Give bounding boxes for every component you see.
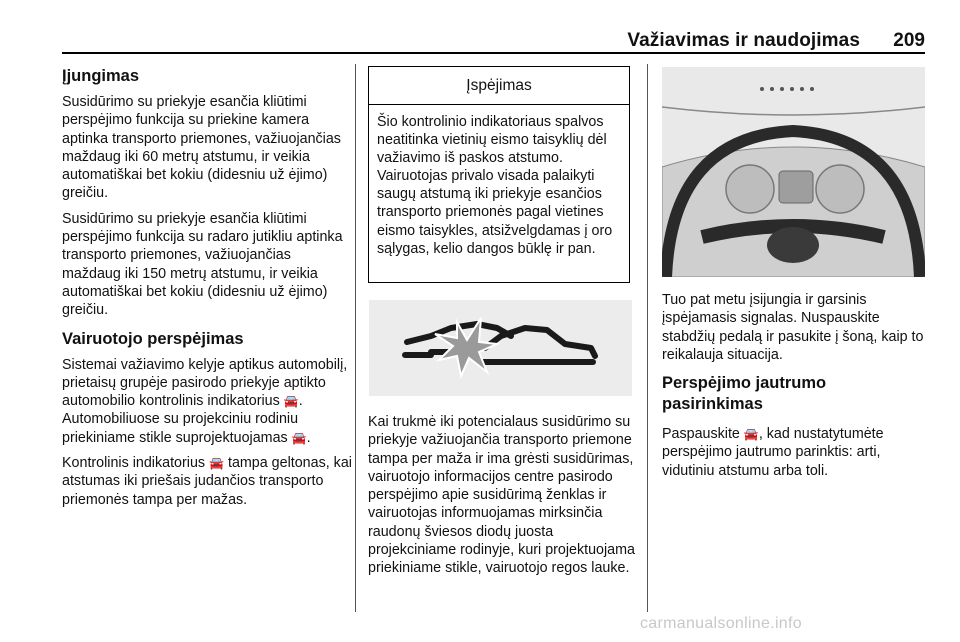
paragraph: Tuo pat metu įsijungia ir garsinis įspėjamasis signalas. Nuspauskite stabdžių pedalą ir pasukite į šoną, kaip to reikalauja situacija. — [662, 292, 924, 363]
front-car-icon: 🚘 — [291, 430, 307, 445]
front-car-icon: 🚘 — [283, 394, 299, 409]
watermark: carmanualsonline.info — [640, 615, 802, 632]
column-divider — [355, 64, 356, 612]
section-heading-activation: Įjungimas — [62, 67, 140, 85]
warning-title: Įspėjimas — [369, 67, 629, 105]
paragraph: Susidūrimo su priekyje esančia kliūtimi perspėjimo funkcija su radaro jutikliu aptinka transporto priemones, važiuojančias maždaug iki 150 metrų atstumu, ir veikia automatiškai bet kokiu (didesniu už ėjimo) greičiu. — [62, 210, 343, 319]
header-rule — [62, 52, 925, 54]
column-1 — [62, 66, 352, 516]
paragraph: Kai trukmė iki potencialaus susidūrimo su priekyje važiuojančia transporto priemone tampa per maža ir ima grėsti susidūrimas, vairuotojo informacijos centre pasirodo perspėjimo apie susidūrimą ženklas ir vairuotojas informuojamas mirksinčia raudonų šviesos diodų juosta projekciniame rodinyje, kuri projektuojama priekiniame stikle, vairuotojo regos lauke. — [368, 414, 635, 577]
dashboard-illustration — [662, 67, 925, 277]
section-heading-driver-warning: Vairuotojo perspėjimas — [62, 329, 244, 348]
page-header-title: Važiavimas ir naudojimas — [627, 30, 860, 51]
page-number: 209 — [893, 30, 925, 51]
front-car-icon: 🚘 — [209, 456, 224, 471]
column-3 — [662, 291, 928, 487]
paragraph: Paspauskite 🚘, kad nustatytumėte perspėjimo jautrumo parinktis: arti, vidutiniu atstumu arba toli. — [662, 426, 884, 479]
paragraph: Susidūrimo su priekyje esančia kliūtimi perspėjimo funkcija su priekine kamera aptinka transporto priemones, važiuojančias maždaug iki 60 metrų atstumu, ir veikia automatiškai bet kokiu (didesniu už ėjimo) greičiu. — [62, 94, 341, 202]
sensitivity-car-icon: 🚘 — [743, 427, 759, 442]
paragraph: Sistemai važiavimo kelyje aptikus automobilį, prietaisų grupėje pasirodo priekyje aptikto automobilio kontrolinis indikatorius 🚘. Automobiliuose su projekciniu rodiniu priekiniame stikle suprojektuojamas 🚘. — [62, 356, 348, 446]
column-divider — [647, 64, 648, 612]
warning-text: Šio kontrolinio indikatoriaus spalvos neatitinka vietinių eismo taisyklių dėl važiavimo iš paskos atstumo. Vairuotojas privalo visada palaikyti saugų atstumą iki priekyje esančios transporto priemonės pagal vietines eismo taisykles, atsižvelgdamas į oro sąlygas, kelio dangos būklę ir pan. — [377, 114, 613, 257]
column-2 — [368, 413, 640, 585]
warning-box — [368, 66, 630, 283]
paragraph: Kontrolinis indikatorius 🚘 tampa geltonas, kai atstumas iki priešais judančios transporto priemonės tampa per mažas. — [62, 455, 352, 508]
section-heading-sensitivity: Perspėjimo jautrumo pasirinkimas — [662, 374, 827, 414]
collision-illustration — [369, 300, 632, 396]
